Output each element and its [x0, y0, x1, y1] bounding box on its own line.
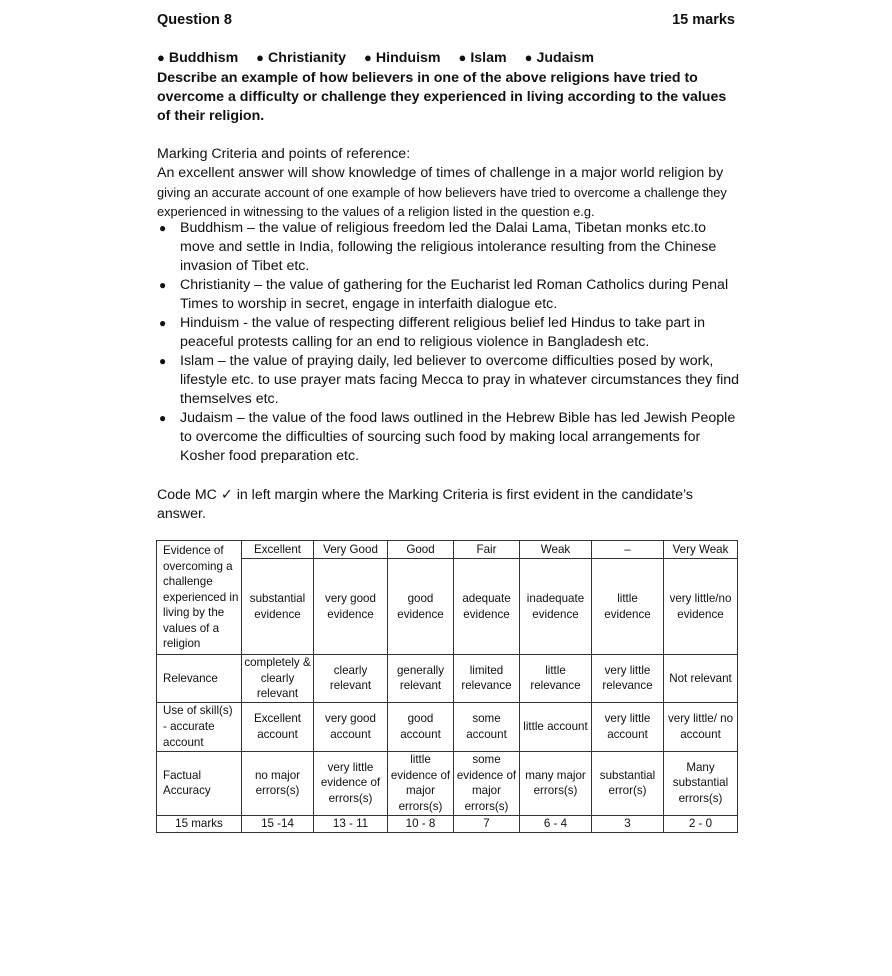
religion-label: Judaism [536, 50, 594, 66]
criteria-point-text: Buddhism – the value of religious freedom led the Dalai Lama, Tibetan monks etc.to move and settle in India, following the religious intolerance resulting from the Chinese invasion of Tibet etc. [180, 220, 717, 274]
criteria-points [157, 219, 742, 466]
table-row [157, 751, 738, 815]
table-cell: good account [388, 702, 454, 751]
table-cell: some evidence of major errors(s) [454, 751, 520, 815]
table-cell: 10 - 8 [388, 815, 454, 832]
question-number: Question 8 [157, 12, 232, 28]
table-cell: many major errors(s) [520, 751, 592, 815]
criteria-intro-line: giving an accurate account of one example of how believers have tried to overcome a challenge they experienced in witnessing to the values of a religion listed in the question e.g. [157, 185, 727, 219]
column-header: Very Good [314, 541, 388, 559]
criteria-heading: Marking Criteria and points of reference: [157, 146, 411, 162]
religion-item [364, 50, 441, 66]
column-header: Weak [520, 541, 592, 559]
table-cell: clearly relevant [314, 655, 388, 703]
column-header: Excellent [242, 541, 314, 559]
bullet-icon: ● [159, 411, 167, 425]
criteria-point-text: Christianity – the value of gathering for the Eucharist led Roman Catholics during Penal Times to worship in secret, engage in interfaith dialogue etc. [180, 277, 729, 312]
table-cell: completely & clearly relevant [242, 655, 314, 703]
table-cell: very little/no evidence [664, 559, 738, 655]
table-cell: very little relevance [592, 655, 664, 703]
bullet-icon: ● [524, 50, 533, 65]
criteria-point [157, 314, 742, 352]
table-cell: good evidence [388, 559, 454, 655]
question-header [157, 12, 735, 32]
table-row-label: 15 marks [157, 815, 242, 832]
column-header: – [592, 541, 664, 559]
table-cell: some account [454, 702, 520, 751]
column-header: Good [388, 541, 454, 559]
table-cell: very little evidence of errors(s) [314, 751, 388, 815]
column-header: Very Weak [664, 541, 738, 559]
table-cell: limited relevance [454, 655, 520, 703]
table-cell: adequate evidence [454, 559, 520, 655]
religion-label: Islam [470, 50, 507, 66]
table-row-label: Factual Accuracy [157, 751, 242, 815]
criteria-point-text: Judaism – the value of the food laws outlined in the Hebrew Bible has led Jewish People to overcome the difficulties of sourcing such food by making local arrangements for Kosher food preparation etc. [180, 410, 736, 464]
table-row-label: Use of skill(s) - accurate account [157, 702, 242, 751]
table-row [157, 702, 738, 751]
bullet-icon: ● [159, 316, 167, 330]
table-row-label: Relevance [157, 655, 242, 703]
bullet-icon: ● [157, 50, 165, 65]
criteria-point [157, 409, 742, 466]
table-cell: very good evidence [314, 559, 388, 655]
criteria-point [157, 219, 742, 276]
column-header: Fair [454, 541, 520, 559]
table-row [157, 559, 738, 655]
question-prompt: Describe an example of how believers in one of the above religions have tried to overcome a difficulty or challenge they experienced in living according to the values of their religion. [157, 70, 727, 124]
table-cell: 3 [592, 815, 664, 832]
table-cell: very little account [592, 702, 664, 751]
table-header-row [157, 541, 738, 559]
table-row-label: Evidence of overcoming a challenge experienced in living by the values of a religion [157, 541, 242, 655]
criteria-point-text: Hinduism - the value of respecting different religious belief led Hindus to take part in peaceful protests calling for an end to religious violence in Bangladesh etc. [180, 315, 705, 350]
criteria-point-text: Islam – the value of praying daily, led believer to overcome difficulties posed by work, lifestyle etc. to use prayer mats facing Mecca to pray in whatever circumstances they find themselves etc. [180, 353, 740, 407]
bullet-icon: ● [159, 221, 167, 235]
bullet-icon: ● [256, 50, 265, 65]
table-cell: substantial error(s) [592, 751, 664, 815]
bullet-icon: ● [159, 354, 167, 368]
criteria-point [157, 276, 742, 314]
criteria-point [157, 352, 742, 409]
table-row [157, 655, 738, 703]
table-cell: 2 - 0 [664, 815, 738, 832]
bullet-icon: ● [364, 50, 372, 65]
question-marks: 15 marks [672, 12, 735, 28]
table-cell: very good account [314, 702, 388, 751]
table-cell: Excellent account [242, 702, 314, 751]
table-cell: little evidence [592, 559, 664, 655]
religion-list [157, 50, 608, 66]
criteria-intro-line: An excellent answer will show knowledge of times of challenge in a major world religion by [157, 165, 724, 181]
table-cell: substantial evidence [242, 559, 314, 655]
religion-item [458, 50, 506, 66]
table-cell: Not relevant [664, 655, 738, 703]
table-cell: 15 -14 [242, 815, 314, 832]
table-cell: generally relevant [388, 655, 454, 703]
criteria-intro [157, 164, 737, 221]
table-cell: 6 - 4 [520, 815, 592, 832]
religion-item [525, 50, 594, 66]
religion-label: Christianity [268, 50, 347, 66]
marking-table [156, 540, 738, 833]
table-cell: 13 - 11 [314, 815, 388, 832]
bullet-icon: ● [159, 278, 167, 292]
religion-item [256, 50, 346, 66]
table-cell: little relevance [520, 655, 592, 703]
table-cell: 7 [454, 815, 520, 832]
religion-label: Buddhism [168, 50, 239, 66]
table-cell: little account [520, 702, 592, 751]
table-cell: no major errors(s) [242, 751, 314, 815]
table-cell: very little/ no account [664, 702, 738, 751]
table-cell: little evidence of major errors(s) [388, 751, 454, 815]
religion-item [157, 50, 238, 66]
table-row [157, 815, 738, 832]
table-cell: inadequate evidence [520, 559, 592, 655]
religion-label: Hinduism [375, 50, 441, 66]
table-cell: Many substantial errors(s) [664, 751, 738, 815]
code-note: Code MC ✓ in left margin where the Marking Criteria is first evident in the candidate’s answer. [157, 487, 694, 522]
bullet-icon: ● [458, 50, 467, 65]
